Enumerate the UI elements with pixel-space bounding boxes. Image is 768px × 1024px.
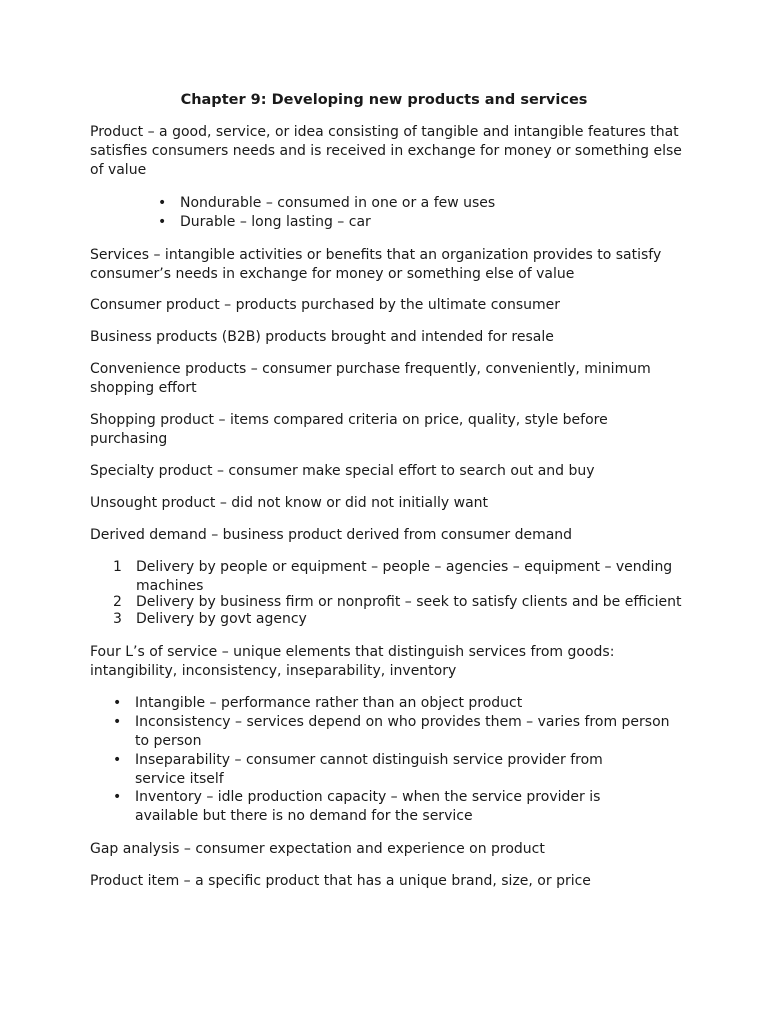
paragraph-derived-demand: Derived demand – business product derived from consumer demand (90, 527, 573, 543)
paragraph-unsought-product: Unsought product – did not know or did not initially want (90, 495, 489, 511)
paragraph-shopping-product: Shopping product – items compared criteria on price, quality, style before purchasing (90, 412, 608, 447)
paragraph-consumer-product: Consumer product – products purchased by the ultimate consumer (90, 297, 561, 313)
paragraph-gap-analysis: Gap analysis – consumer expectation and experience on product (90, 841, 545, 857)
paragraph-business-products: Business products (B2B) products brought and intended for resale (90, 329, 554, 345)
list-number: 2 (113, 594, 122, 610)
chapter-title: Chapter 9: Developing new products and services (180, 92, 588, 108)
paragraph-convenience-products: Convenience products – consumer purchase frequently, conveniently, minimum shopping effort (90, 361, 651, 396)
bullet-icon: • (113, 752, 122, 768)
list-number: 1 (113, 559, 122, 575)
paragraph-product-item: Product item – a specific product that has a unique brand, size, or price (90, 873, 591, 889)
paragraph-specialty-product: Specialty product – consumer make special effort to search out and buy (90, 463, 595, 479)
bullet-icon: • (113, 789, 122, 805)
bullet-icon: • (113, 695, 122, 711)
list-number: 3 (113, 611, 122, 627)
paragraph-product: Product – a good, service, or idea consisting of tangible and intangible features that satisfies consumers needs and is received in exchange for money or something else of value (90, 124, 682, 178)
paragraph-four-ls: Four L’s of service – unique elements that distinguish services from goods: intangibility, inconsistency, inseparability, inventory (90, 644, 615, 679)
document-page: Chapter 9: Developing new products and services Product – a good, service, or idea consisting of tangible and intangible features that satisfies consumers needs and is received in exchange for money or something else of value • Nondurable – consumed in one or a few uses • Durable – long lasting – car Services – intangible activities or benefits that an organization provides to satisfy consumer’s needs in exchange for money or something else of value Consumer product – products purchased by the ultimate consumer Business products (B2B) products brought and intended for resale Convenience products – consumer purchase frequently, conveniently, minimum shopping effort Shopping product – items compared criteria on price, quality, style before purchasing Specialty product – consumer make special effort to search out and buy Unsought product – did not know or did not initially want Derived demand – business product derived from consumer demand 1 Delivery by people or equipment – people – agencies – equipment – vending machines 2 Delivery by business firm or nonprofit – seek to satisfy clients and be efficient 3 Delivery by govt agency Four L’s of service – unique elements that distinguish services from goods: intangibility, inconsistency, inseparability, inventory • Intangible – performance rather than an object product • Inconsistency – services depend on who provides them – varies from person to person • Inseparability – consumer cannot distinguish service provider from service itself • Inventory – idle production capacity – when the service provider is available but there is no demand for the service Gap analysis – consumer expectation and experience on product Product item – a specific product that has a unique brand, size, or price (0, 0, 768, 1024)
bullet-icon: • (113, 714, 122, 730)
bullet-icon: • (158, 195, 167, 211)
bullet-icon: • (158, 214, 167, 230)
paragraph-services: Services – intangible activities or benefits that an organization provides to satisfy consumer’s needs in exchange for money or something else of value (90, 247, 662, 282)
